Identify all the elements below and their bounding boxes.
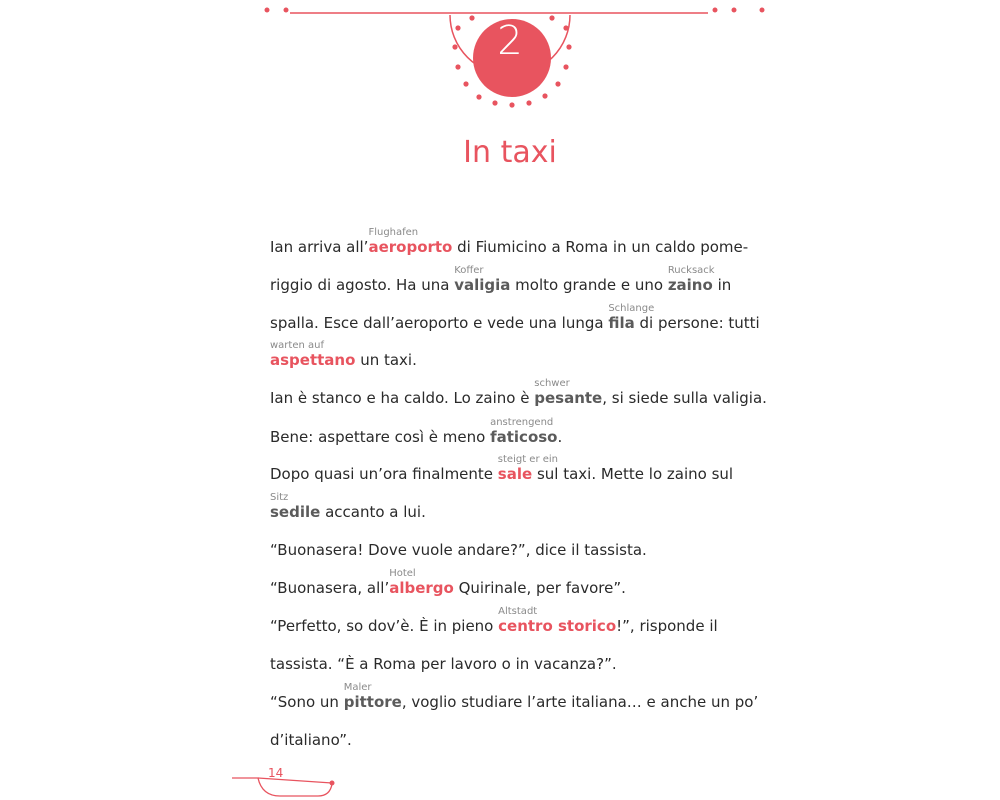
text-line: Bene: aspettare così è meno anstrengend faticoso. xyxy=(270,417,563,446)
text-line: d’italiano”. xyxy=(270,731,352,749)
gloss: Schlange xyxy=(608,303,655,314)
text-line: “Buonasera, all’ Hotel albergo Quirinale, per favore”. xyxy=(270,568,626,597)
text-line: “Perfetto, so dov’è. È in pieno Altstadt centro storico!”, risponde il xyxy=(270,606,718,635)
vocab-word: anstrengend faticoso xyxy=(490,417,558,446)
text-line: tassista. “È a Roma per lavoro o in vacanza?”. xyxy=(270,655,617,673)
vocab-word: schwer pesante xyxy=(534,378,603,407)
vocab-word: warten auf aspettano xyxy=(270,340,356,369)
footer-rule xyxy=(232,778,332,796)
text-line: Sitz sedile accanto a lui. xyxy=(270,492,426,521)
header-dots xyxy=(265,8,765,13)
vocab-word: Sitz sedile xyxy=(270,492,321,521)
vocab-word: Altstadt centro storico xyxy=(498,606,617,635)
text-line: “Buonasera! Dove vuole andare?”, dice il tassista. xyxy=(270,541,647,559)
text-line: warten auf aspettano un taxi. xyxy=(270,340,417,369)
vocab-word: Maler pittore xyxy=(343,682,402,711)
vocab-word: Hotel albergo xyxy=(389,568,454,597)
gloss: schwer xyxy=(534,378,570,389)
gloss: steigt er ein xyxy=(497,454,559,465)
text-line: “Sono un Maler pittore, voglio studiare l’arte italiana… e anche un po’ xyxy=(270,682,759,711)
gloss: Flughafen xyxy=(368,227,419,238)
text-line: Dopo quasi un’ora finalmente steigt er ein sale sul taxi. Mette lo zaino sul xyxy=(270,454,734,483)
gloss: Hotel xyxy=(389,568,416,579)
gloss: Koffer xyxy=(454,265,484,276)
gloss: Rucksack xyxy=(667,265,715,276)
text-line: Ian è stanco e ha caldo. Lo zaino è schwer pesante, si siede sulla valigia. xyxy=(270,378,767,407)
text-line: Ian arriva all’ Flughafen aeroporto di Fiumicino a Roma in un caldo pome- xyxy=(270,227,749,256)
text-line: spalla. Esce dall’aeroporto e vede una lunga Schlange fila di persone: tutti xyxy=(270,303,760,332)
vocab-word: Rucksack zaino xyxy=(667,265,715,294)
gloss: Altstadt xyxy=(498,606,538,617)
vocab-word: steigt er ein sale xyxy=(497,454,559,483)
chapter-number: 2 xyxy=(497,18,523,64)
vocab-word: Flughafen aeroporto xyxy=(368,227,453,256)
gloss: warten auf xyxy=(270,340,324,351)
gloss: Sitz xyxy=(270,492,289,503)
vocab-word: Koffer valigia xyxy=(454,265,511,294)
text-line: riggio di agosto. Ha una Koffer valigia molto grande e uno Rucksack zaino in xyxy=(270,265,732,294)
vocab-word: Schlange fila xyxy=(608,303,655,332)
gloss: anstrengend xyxy=(490,417,554,428)
chapter-title: In taxi xyxy=(463,135,557,170)
page-number: 14 xyxy=(268,766,284,780)
gloss: Maler xyxy=(343,682,372,693)
